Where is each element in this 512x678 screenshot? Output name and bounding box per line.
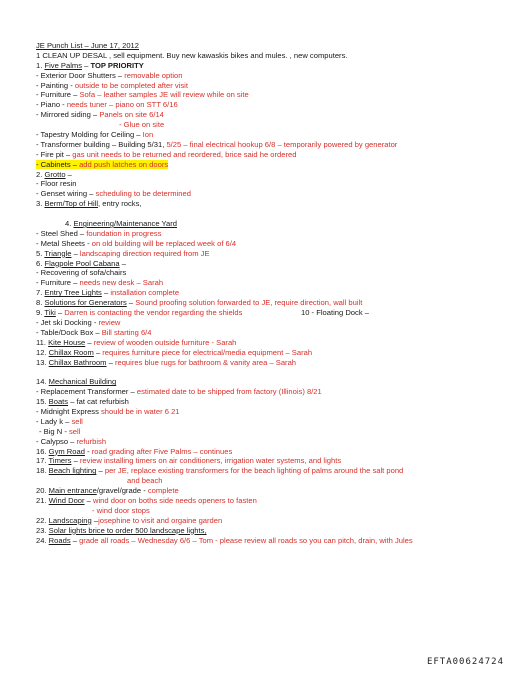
line-31: 13. Chillax Bathroom – requires blue rugs for bathroom & vanity area – Sarah (36, 357, 297, 367)
line-28: - Table/Dock Box – Bill starting 6/4 (36, 327, 152, 337)
line-8: - Glue on site (119, 120, 165, 130)
line-9: - Tapestry Molding for Ceiling – Ion (36, 130, 154, 140)
line-25: 8. Solutions for Generators – Sound proofing solution forwarded to JE, require direction, wall built (36, 298, 363, 308)
line-27: - Jet ski Docking - review (36, 317, 121, 327)
line-26: 9. Tiki – Darren is contacting the vendor regarding the shields 10 - Floating Dock – (36, 308, 369, 318)
line-45: - wind door stops (92, 505, 150, 515)
line-12: - Cabinets – add push latches on doors (36, 159, 169, 169)
line-2: 1. Five Palms – TOP PRIORITY (36, 60, 144, 70)
line-16: 3. Berm/Top of Hill, entry rocks, (36, 199, 142, 209)
line-34: 15. Boats – fat cat refurbish (36, 397, 129, 407)
line-7: - Mirrored siding – Panels on site 6/14 (36, 110, 164, 120)
line-20: 5. Triangle – landscaping direction required from JE (36, 248, 210, 258)
line-15: - Genset wiring – scheduling to be determined (36, 189, 191, 199)
line-3: - Exterior Door Shutters – removable option (36, 70, 183, 80)
line-19: - Metal Sheets - on old building will be replaced week of 6/4 (36, 238, 237, 248)
line-41: 18. Beach lighting – per JE, replace existing transformers for the beach lighting of palms around the salt pond (36, 466, 404, 476)
line-17: 4. Engineering/Maintenance Yard (65, 219, 178, 229)
floating-dock-item: 10 - Floating Dock – (301, 308, 369, 318)
line-13: 2. Grotto – (36, 169, 72, 179)
line-10: - Transformer building – Building 5/31, 5/25 – final electrical hookup 6/8 – temporarily powered by generator (36, 139, 398, 149)
line-30: 12. Chillax Room – requires furniture piece for electrical/media equipment – Sarah (36, 347, 313, 357)
line-35: - Midnight Express should be in water 6 21 (36, 406, 180, 416)
punch-list-document (36, 41, 506, 545)
line-40: 17. Timers – review installing timers on air conditioners, irrigation water systems, and lights (36, 456, 342, 466)
line-18: - Steel Shed – foundation in progress (36, 228, 162, 238)
line-5: - Furniture – Sofa – leather samples JE will review while on site (36, 90, 249, 100)
line-6: - Piano - needs tuner – piano on STT 6/16 (36, 100, 178, 110)
document-title: JE Punch List – June 17, 2012 (36, 41, 140, 50)
line-1: 1 CLEAN UP DESAL , sell equipment. Buy new kawaskis bikes and mules. , new computers. (36, 50, 348, 60)
line-44: 21. Wind Door – wind door on boths side needs openers to fasten (36, 495, 257, 505)
line-29: 11. Kite House – review of wooden outside furniture - Sarah (36, 337, 237, 347)
line-36: - Lady k – sell (36, 416, 83, 426)
line-47: 23. Solar lights brice to order 500 landscape lights, (36, 525, 207, 535)
line-21: 6. Flagpole Pool Cabana – (36, 258, 126, 268)
line-23: - Furniture – needs new desk – Sarah (36, 278, 164, 288)
line-37: - Big N - sell (39, 426, 81, 436)
line-11: - Fire pit – gas unit needs to be returned and reordered, brice said he ordered (36, 149, 297, 159)
line-48: 24. Roads – grade all roads – Wednesday 6/6 – Tom - please review all roads so you can pitch, drain, with Jules (36, 535, 413, 545)
line-46: 22. Landscaping –josephine to visit and orgaine garden (36, 515, 223, 525)
line-22: - Recovering of sofa/chairs (36, 268, 127, 278)
line-24: 7. Entry Tree Lights – installation complete (36, 288, 180, 298)
line-33: - Replacement Transformer – estimated date to be shipped from factory (Illinois) 8/21 (36, 387, 322, 397)
line-14: - Floor resin (36, 179, 77, 189)
line-43: 20. Main entrance/gravel/grade - complete (36, 486, 179, 496)
line-38: - Calypso – refurbish (36, 436, 107, 446)
line-42: and beach (127, 476, 163, 486)
line-32: 14. Mechanical Building (36, 377, 117, 387)
line-4: - Painting - outside to be completed after visit (36, 80, 188, 90)
document-id-stamp: EFTA00624724 (426, 657, 504, 667)
line-39: 16. Gym Road - road grading after Five Palms – continues (36, 446, 233, 456)
